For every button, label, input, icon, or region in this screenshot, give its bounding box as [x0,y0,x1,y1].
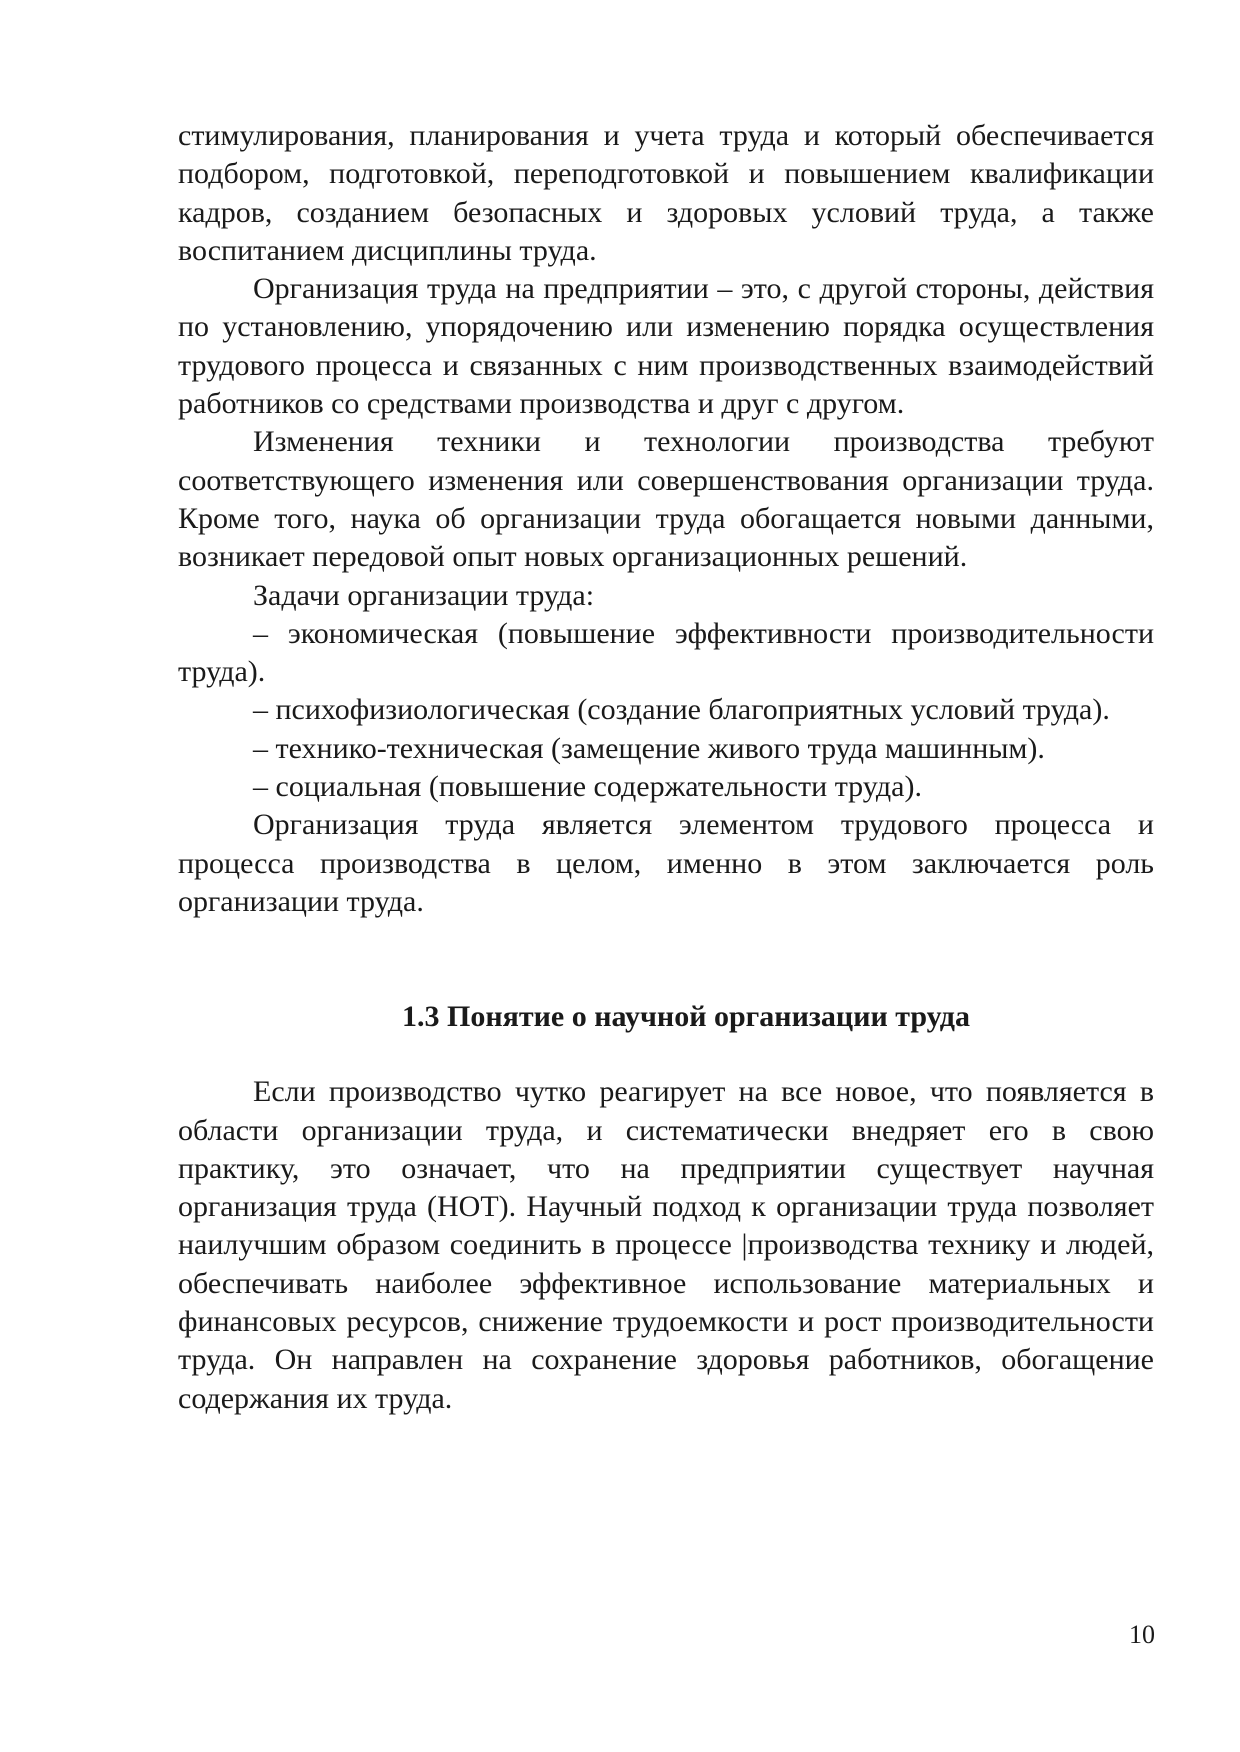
paragraph-continuation: стимулирования, планирования и учета труда и который обеспечивается подбором, подготовкой, переподготовкой и повышением квалификации кадров, созданием безопасных и здоровых условий труда, а также воспитанием дисциплины труда. [178,119,1154,267]
paragraph-scientific-organization: Если производство чутко реагирует на все новое, что появляется в области организации труда, и систематически внедряет его в свою практику, это означает, что на предприятии существует научная организация труда (НОТ). Научный подход к организации труда позволяет наилучшим образом соединить в процессе |производства технику и людей, обеспечивать наиболее эффективное использование материальных и финансовых ресурсов, снижение трудоемкости и рост производительности труда. Он направлен на сохранение здоровья работников, обогащение содержания их труда. [178,1075,1154,1415]
page-number: 10 [1129,1620,1155,1649]
list-item-technical: – технико-техническая (замещение живого труда машинным). [253,731,1045,765]
section-spacer [178,921,1154,998]
paragraph-tasks-intro: Задачи организации труда: [253,578,595,612]
list-item-social: – социальная (повышение содержательности труда). [253,770,922,804]
paragraph-role-of-organization: Организация труда является элементом трудового процесса и процесса производства в целом, именно в этом заключается роль организации труда. [178,808,1154,918]
paragraph-labor-organization-definition: Организация труда на предприятии – это, с другой стороны, действия по установлению, упорядочению или изменению порядка осуществления трудового процесса и связанных с ним производственных взаимодействий работников со средствами производства и друг с другом. [178,272,1154,421]
heading-spacer [178,1036,1154,1073]
list-item-psychophysiological: – психофизиологическая (создание благоприятных условий труда). [253,693,1110,727]
body-text [178,117,1154,1418]
list-item-economic: – экономическая (повышение эффективности производительности труда). [178,616,1154,689]
section-heading: 1.3 Понятие о научной организации труда [402,1000,970,1034]
paragraph-technology-changes: Изменения техники и технологии производства требуют соответствующего изменения или совершенствования организации труда. Кроме того, наука об организации труда обогащается новыми данными, возникает передовой опыт новых организационных решений. [178,425,1154,574]
